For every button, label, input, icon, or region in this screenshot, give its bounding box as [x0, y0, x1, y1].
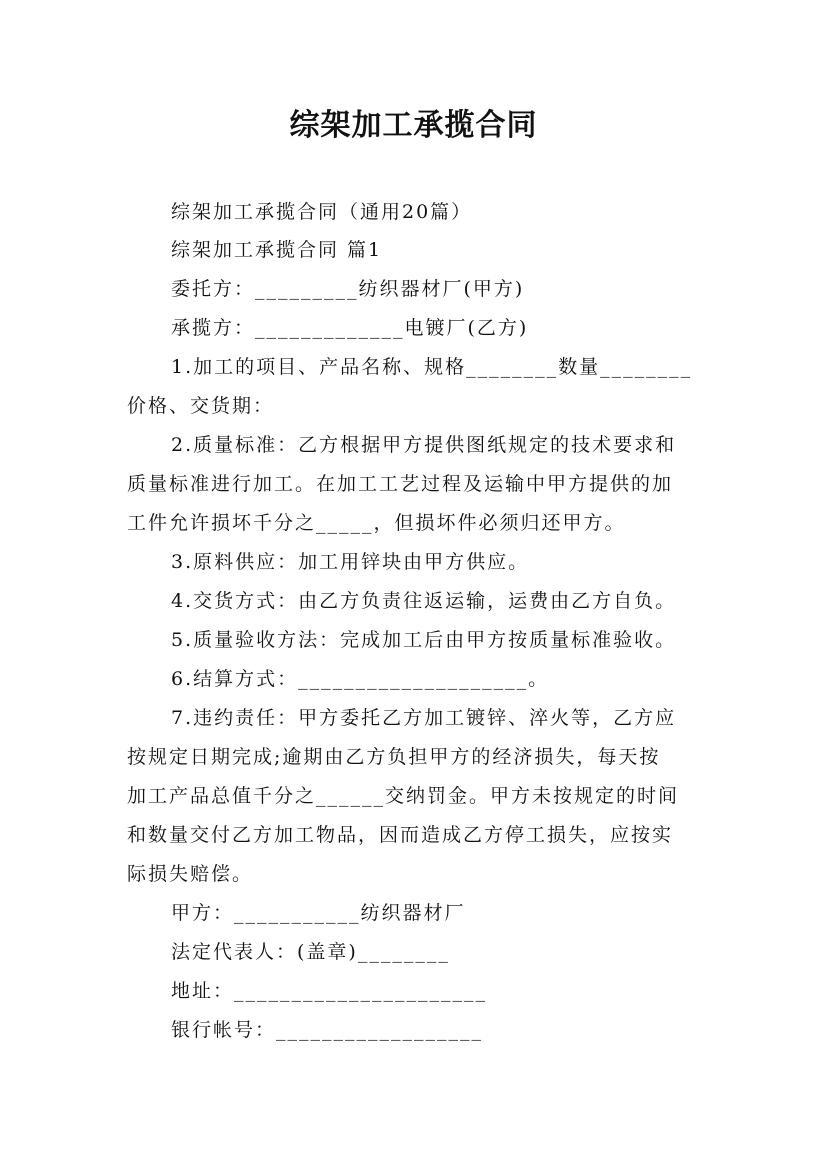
clause-3-line: 3.原料供应：加工用锌块由甲方供应。 — [171, 551, 530, 573]
contractor-line: 承揽方：_____________电镀厂(乙方) — [171, 317, 529, 339]
subtitle-line: 综架加工承揽合同（通用20篇） — [171, 201, 473, 223]
clause-6-line: 6.结算方式：____________________。 — [171, 668, 550, 690]
client-line: 委托方：_________纺织器材厂(甲方) — [171, 278, 525, 300]
address-line: 地址：______________________ — [171, 980, 488, 1002]
clause-1-line-2: 价格、交货期： — [127, 395, 275, 417]
section-heading: 综架加工承揽合同 篇1 — [171, 239, 383, 261]
clause-7-line-2: 按规定日期完成;逾期由乙方负担甲方的经济损失，每天按 — [127, 746, 661, 768]
clause-2-line-1: 2.质量标准：乙方根据甲方提供图纸规定的技术要求和 — [171, 434, 677, 456]
clause-7-line-5: 际损失赔偿。 — [127, 863, 254, 885]
clause-2-line-2: 质量标准进行加工。在加工工艺过程及运输中甲方提供的加 — [127, 473, 674, 495]
clause-5-line: 5.质量验收方法：完成加工后由甲方按质量标准验收。 — [171, 629, 677, 651]
legal-representative-line: 法定代表人：(盖章)________ — [171, 941, 450, 963]
clause-7-line-3: 加工产品总值千分之______交纳罚金。甲方未按规定的时间 — [127, 785, 680, 807]
clause-4-line: 4.交货方式：由乙方负责往返运输，运费由乙方自负。 — [171, 590, 677, 612]
clause-2-line-3: 工件允许损坏千分之_____，但损坏件必须归还甲方。 — [127, 512, 626, 534]
clause-7-line-1: 7.违约责任：甲方委托乙方加工镀锌、淬火等，乙方应 — [171, 707, 677, 729]
document-title: 综架加工承揽合同 — [289, 108, 538, 143]
clause-7-line-4: 和数量交付乙方加工物品，因而造成乙方停工损失，应按实 — [127, 824, 674, 846]
clause-1-line-1: 1.加工的项目、产品名称、规格________数量________ — [171, 356, 693, 378]
bank-account-line: 银行帐号：__________________ — [171, 1019, 484, 1041]
party-a-signature-line: 甲方：___________纺织器材厂 — [171, 902, 466, 924]
